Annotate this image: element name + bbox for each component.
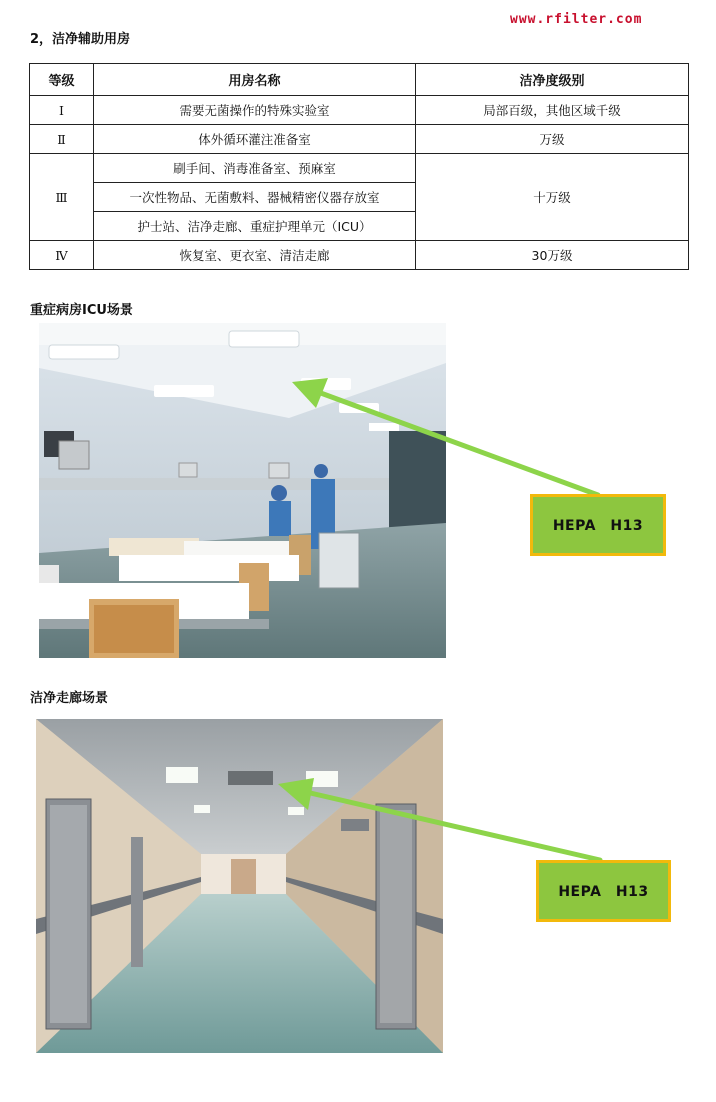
level-cell: 十万级 [416,154,689,241]
table-header-row [30,64,689,96]
level-cell: 万级 [416,125,689,154]
header-room-name: 用房名称 [94,64,416,96]
grade-cell: Ⅰ [30,96,94,125]
table-row [30,154,689,183]
icu-arrow [280,360,610,510]
room-cell: 体外循环灌注准备室 [94,125,416,154]
table-row [30,96,689,125]
grade-cell: Ⅳ [30,241,94,270]
icu-hepa-label-text: HEPA H13 [552,518,644,534]
grade-cell: Ⅲ [30,154,94,241]
corridor-arrow [270,770,610,870]
room-cell: 恢复室、更衣室、清洁走廊 [94,241,416,270]
icu-hepa-label [530,494,666,556]
table-row [30,125,689,154]
section-title: 2，洁净辅助用房 [30,32,131,47]
room-cell: 护士站、洁净走廊、重症护理单元（ICU） [94,212,416,241]
corridor-hepa-label [536,860,671,922]
cleanroom-grade-table [29,63,689,270]
level-cell: 局部百级，其他区域千级 [416,96,689,125]
header-grade: 等级 [30,64,94,96]
watermark-url: www.rfilter.com [510,12,643,27]
level-cell: 30万级 [416,241,689,270]
room-cell: 一次性物品、无菌敷料、器械精密仪器存放室 [94,183,416,212]
icu-caption: 重症病房ICU场景 [30,303,133,318]
table-row [30,241,689,270]
corridor-caption: 洁净走廊场景 [30,691,109,706]
header-clean-level: 洁净度级别 [416,64,689,96]
room-cell: 刷手间、消毒准备室、预麻室 [94,154,416,183]
grade-cell: Ⅱ [30,125,94,154]
corridor-hepa-label-text: HEPA H13 [558,884,649,900]
room-cell: 需要无菌操作的特殊实验室 [94,96,416,125]
